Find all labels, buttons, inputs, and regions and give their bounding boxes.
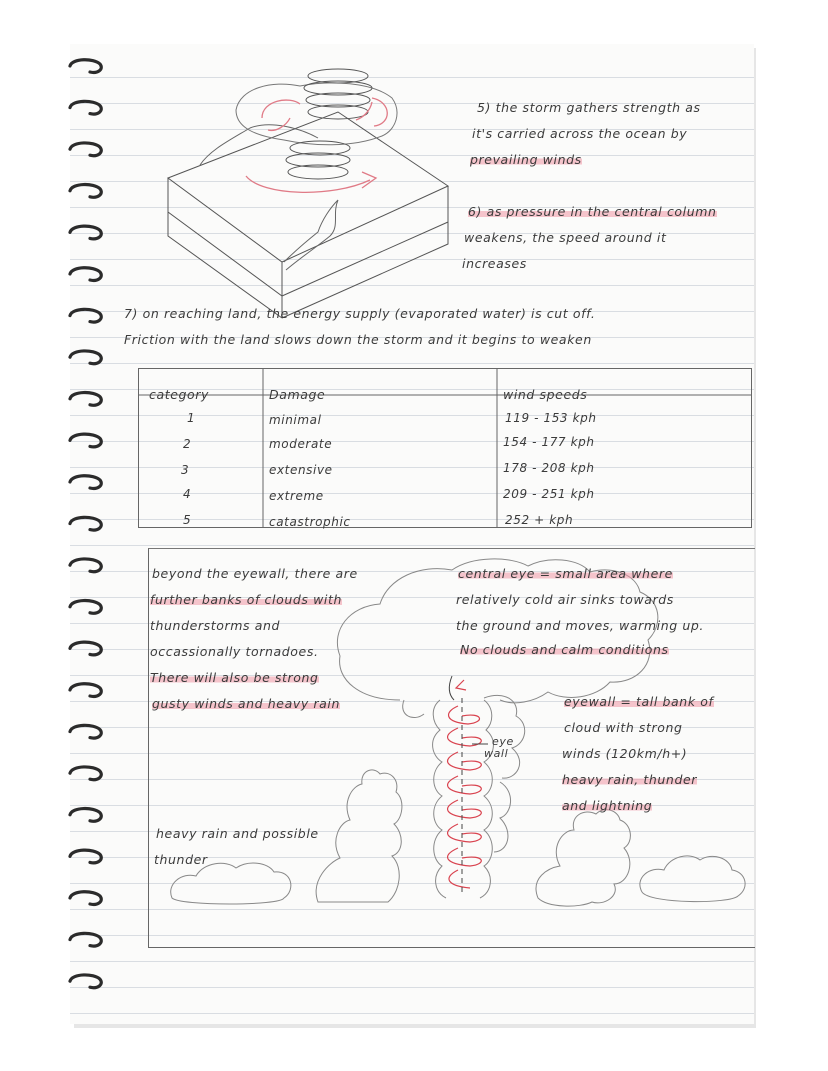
table-row-3-category: 3: [181, 463, 190, 477]
step7-line-1: 7) on reaching land, the energy supply (evaporated water) is cut off.: [124, 306, 596, 321]
table-row-1-category: 1: [187, 411, 196, 425]
table-row-4-damage: extreme: [269, 489, 324, 503]
table-row-4-wind: 209 - 251 kph: [503, 487, 595, 501]
eyewall-def-line-2: cloud with strong: [564, 720, 683, 735]
eye-wall-label-1: eye: [492, 735, 514, 748]
step5-line-3: prevailing winds: [470, 152, 582, 167]
beyond-line-5: There will also be strong: [150, 670, 319, 685]
beyond-line-3: thunderstorms and: [150, 618, 281, 633]
eyewall-def-line-4: heavy rain, thunder: [562, 772, 698, 787]
col-header-wind: wind speeds: [503, 387, 588, 402]
eyewall-def-line-3: winds (120km/h+): [562, 746, 688, 761]
step6-line-3: increases: [462, 256, 527, 271]
table-row-1-wind: 119 - 153 kph: [505, 411, 597, 425]
eyewall-def-line-5: and lightning: [562, 798, 653, 813]
central-eye-line-3: the ground and moves, warming up.: [456, 618, 704, 633]
central-eye-line-1: central eye = small area where: [458, 566, 673, 581]
heavy-rain-line-1: heavy rain and possible: [156, 826, 319, 841]
table-row-2-damage: moderate: [269, 437, 333, 451]
central-eye-line-4: No clouds and calm conditions: [460, 642, 669, 657]
beyond-line-6: gusty winds and heavy rain: [152, 696, 341, 711]
step7-line-2: Friction with the land slows down the storm and it begins to weaken: [124, 332, 592, 347]
table-row-1-damage: minimal: [269, 413, 322, 427]
step6-line-1: 6) as pressure in the central column: [468, 204, 717, 219]
eye-wall-label-2: wall: [484, 747, 509, 760]
col-header-category: category: [149, 387, 210, 402]
beyond-line-2: further banks of clouds with: [150, 592, 343, 607]
table-row-5-wind: 252 + kph: [505, 513, 574, 527]
table-row-2-wind: 154 - 177 kph: [503, 435, 595, 449]
table-row-5-damage: catastrophic: [269, 515, 351, 529]
heavy-rain-line-2: thunder: [154, 852, 208, 867]
step5-line-2: it's carried across the ocean by: [472, 126, 688, 141]
beyond-line-4: occassionally tornadoes.: [150, 644, 319, 659]
central-eye-line-2: relatively cold air sinks towards: [456, 592, 674, 607]
col-header-damage: Damage: [269, 387, 326, 402]
step5-line-1: 5) the storm gathers strength as: [477, 100, 701, 115]
table-row-3-wind: 178 - 208 kph: [503, 461, 595, 475]
table-row-3-damage: extensive: [269, 463, 333, 477]
beyond-line-1: beyond the eyewall, there are: [152, 566, 358, 581]
table-row-5-category: 5: [183, 513, 192, 527]
table-row-2-category: 2: [183, 437, 192, 451]
step6-line-2: weakens, the speed around it: [464, 230, 667, 245]
table-row-4-category: 4: [183, 487, 192, 501]
eyewall-def-line-1: eyewall = tall bank of: [564, 694, 714, 709]
